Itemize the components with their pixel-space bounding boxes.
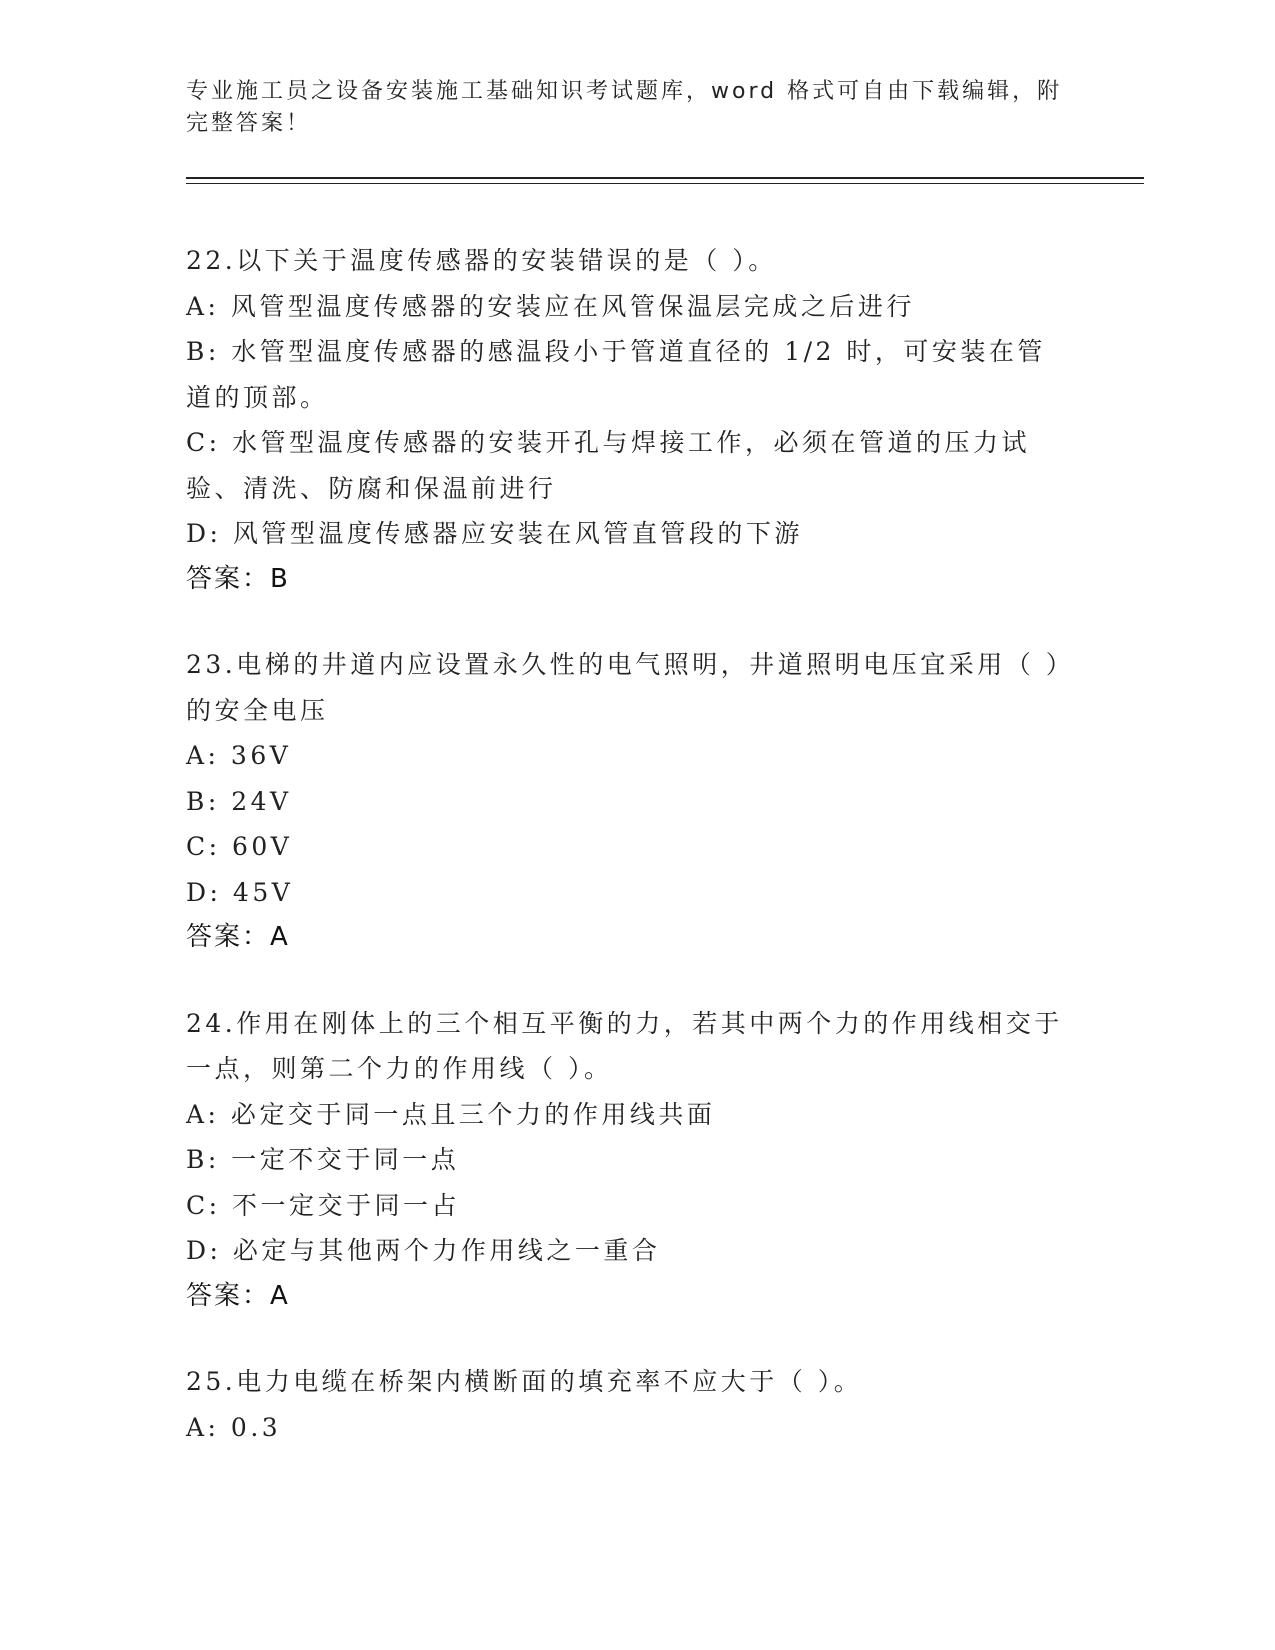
option-c: C: 水管型温度传感器的安装开孔与焊接工作，必须在管道的压力试验、清洗、防腐和保温前进行 <box>186 428 1031 503</box>
question-stem: 22.以下关于温度传感器的安装错误的是（ ）。 <box>186 246 777 275</box>
question-22 <box>186 238 1066 602</box>
option-c: C: 60V <box>186 832 293 861</box>
question-23 <box>186 642 1066 961</box>
option-a: A: 36V <box>186 741 292 770</box>
question-25 <box>186 1359 1066 1450</box>
option-b: B: 一定不交于同一点 <box>186 1145 460 1174</box>
option-d: D: 风管型温度传感器应安装在风管直管段的下游 <box>186 519 803 548</box>
question-list <box>186 238 1066 1490</box>
option-c: C: 不一定交于同一占 <box>186 1190 460 1220</box>
answer-line: 答案：A <box>186 1280 290 1311</box>
answer-line: 答案：A <box>186 922 290 952</box>
question-stem: 25.电力电缆在桥架内横断面的填充率不应大于（ ）。 <box>186 1367 863 1396</box>
header-divider-top <box>186 177 1144 179</box>
option-b: B: 水管型温度传感器的感温段小于管道直径的 1/2 时，可安装在管道的顶部。 <box>186 337 1046 412</box>
option-a: A: 必定交于同一点且三个力的作用线共面 <box>186 1099 716 1129</box>
option-a: A: 0.3 <box>186 1412 282 1442</box>
document-header: 专业施工员之设备安装施工基础知识考试题库，word 格式可自由下载编辑，附完整答案！ <box>186 79 1063 136</box>
option-d: D: 45V <box>186 877 294 907</box>
question-stem: 24.作用在刚体上的三个相互平衡的力，若其中两个力的作用线相交于一点，则第二个力的作用线（ ）。 <box>186 1008 1063 1083</box>
option-d: D: 必定与其他两个力作用线之一重合 <box>186 1236 661 1265</box>
option-a: A: 风管型温度传感器的安装应在风管保温层完成之后进行 <box>186 291 915 321</box>
question-24 <box>186 1001 1066 1320</box>
option-b: B: 24V <box>186 786 292 816</box>
question-stem: 23.电梯的井道内应设置永久性的电气照明，井道照明电压宜采用（ ）的安全电压 <box>186 650 1062 725</box>
answer-line: 答案：B <box>186 563 290 594</box>
header-divider-bottom <box>186 183 1144 184</box>
